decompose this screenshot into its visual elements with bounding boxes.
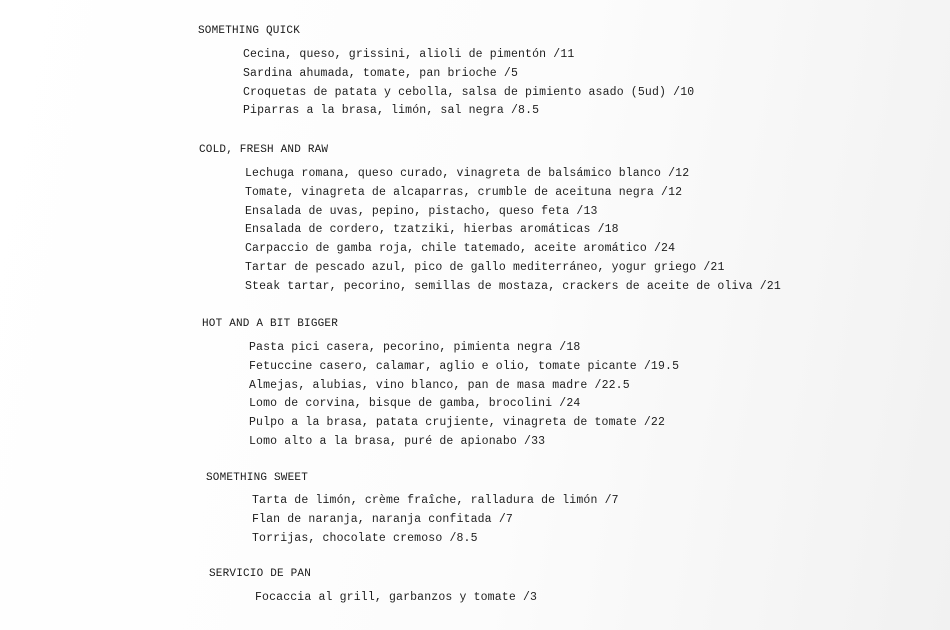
item-price: /3 — [522, 591, 538, 604]
section-title: SERVICIO DE PAN — [209, 568, 312, 580]
menu-item — [243, 102, 694, 121]
item-name: Focaccia al grill, garbanzos y tomate — [255, 591, 516, 604]
item-name: Tartar de pescado azul, pico de gallo mediterráneo, yogur griego — [245, 260, 697, 274]
item-name: Pasta pici casera, pecorino, pimienta negra — [249, 341, 553, 354]
item-price: /13 — [576, 204, 598, 218]
item-name: Lomo de corvina, bisque de gamba, brocolini — [249, 397, 553, 411]
menu-item — [245, 259, 781, 278]
item-price: /12 — [668, 167, 690, 180]
menu-item — [245, 221, 781, 240]
menu-item — [249, 433, 679, 452]
item-price: /7 — [604, 494, 619, 507]
item-price: /21 — [703, 260, 725, 274]
menu-item — [245, 165, 781, 184]
item-name: Torrijas, chocolate cremoso — [252, 531, 443, 545]
section-title: SOMETHING SWEET — [206, 472, 309, 484]
item-name: Cecina, queso, grissini, alioli de pimentón — [243, 48, 547, 61]
menu-item — [255, 589, 537, 608]
item-price: /11 — [553, 48, 575, 61]
section-title: HOT AND A BIT BIGGER — [202, 318, 339, 330]
item-price: /5 — [503, 66, 519, 80]
section-title: COLD, FRESH AND RAW — [199, 144, 329, 156]
item-list — [245, 165, 781, 297]
menu-item — [245, 278, 781, 297]
menu-item — [252, 511, 619, 530]
item-name: Tarta de limón, crème fraîche, ralladura de limón — [252, 494, 598, 507]
item-price: /24 — [653, 242, 676, 256]
menu-item — [249, 339, 679, 358]
item-name: Pulpo a la brasa, patata crujiente, vinagreta de tomate — [249, 416, 637, 430]
item-list — [243, 46, 694, 121]
item-name: Fetuccine casero, calamar, aglio e olio, tomate picante — [249, 359, 637, 373]
menu-item — [243, 84, 694, 103]
item-name: Tomate, vinagreta de alcaparras, crumble de aceituna negra — [245, 185, 654, 199]
item-name: Ensalada de cordero, tzatziki, hierbas aromáticas — [245, 223, 591, 237]
menu-item — [252, 492, 619, 511]
item-name: Sardina ahumada, tomate, pan brioche — [243, 66, 497, 80]
item-price: /18 — [597, 223, 619, 237]
item-price: /24 — [559, 397, 581, 411]
menu-item — [243, 46, 694, 65]
item-price: /8.5 — [510, 104, 540, 118]
item-name: Carpaccio de gamba roja, chile tatemado, aceite aromático — [245, 242, 647, 256]
item-price: /19.5 — [643, 359, 680, 373]
item-name: Lechuga romana, queso curado, vinagreta de balsámico blanco — [245, 167, 662, 180]
section-title: SOMETHING QUICK — [198, 25, 301, 37]
item-list — [255, 589, 537, 608]
item-name: Croquetas de patata y cebolla, salsa de pimiento asado (5ud) — [243, 85, 667, 99]
item-name: Lomo alto a la brasa, puré de apionabo — [249, 434, 517, 448]
menu-item — [245, 184, 781, 203]
item-price: /22.5 — [594, 378, 630, 392]
item-price: /33 — [524, 434, 546, 448]
menu-item — [249, 414, 679, 433]
menu-item — [252, 530, 619, 549]
item-price: /18 — [559, 341, 581, 354]
item-price: /22 — [643, 416, 666, 430]
menu-item — [249, 358, 679, 377]
item-price: /8.5 — [449, 531, 478, 545]
item-price: /10 — [673, 85, 695, 99]
menu-item — [249, 377, 679, 396]
menu-item — [245, 240, 781, 259]
item-price: /21 — [759, 279, 781, 293]
item-name: Flan de naranja, naranja confitada — [252, 512, 492, 526]
item-name: Steak tartar, pecorino, semillas de mostaza, crackers de aceite de oliva — [245, 279, 753, 293]
item-name: Ensalada de uvas, pepino, pistacho, queso feta — [245, 204, 570, 218]
item-list — [252, 492, 619, 548]
item-price: /12 — [661, 185, 683, 199]
menu-item — [249, 395, 679, 414]
item-price: /7 — [498, 512, 513, 526]
menu-item — [243, 65, 694, 84]
menu-item — [245, 203, 781, 222]
item-list — [249, 339, 679, 452]
item-name: Piparras a la brasa, limón, sal negra — [243, 104, 504, 118]
item-name: Almejas, alubias, vino blanco, pan de masa madre — [249, 378, 588, 392]
